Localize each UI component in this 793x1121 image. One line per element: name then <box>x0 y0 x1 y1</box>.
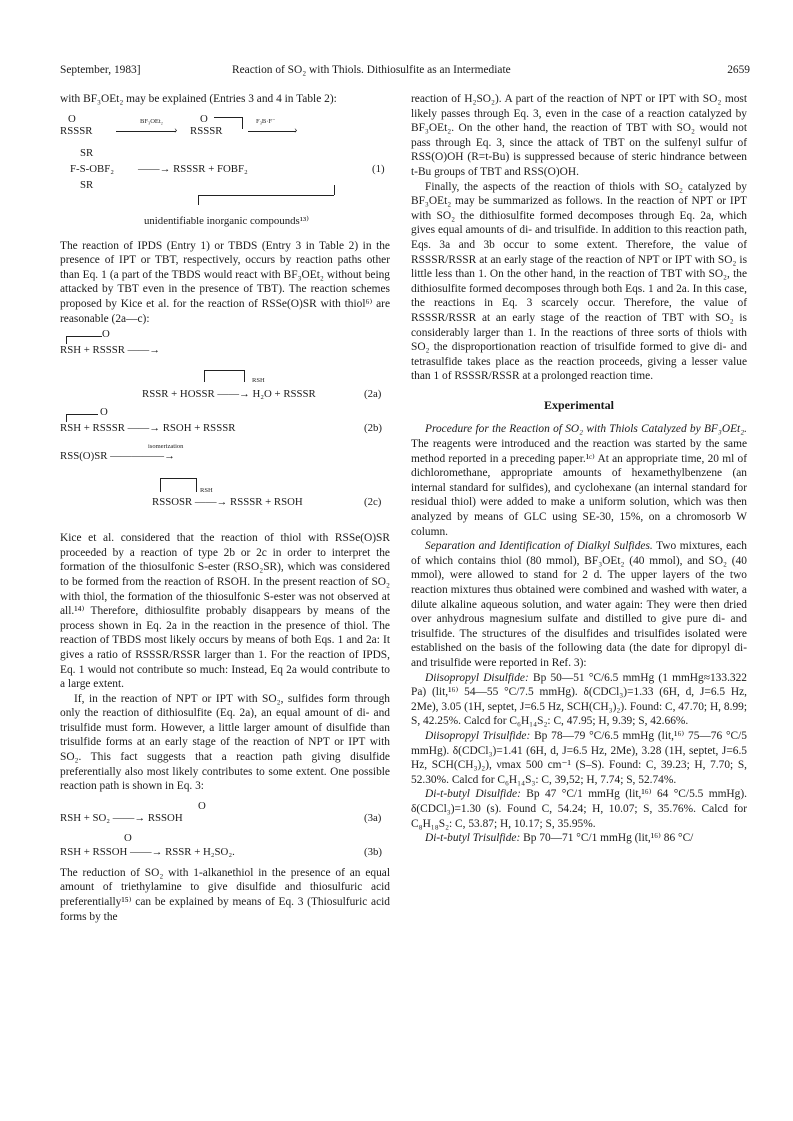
paragraph-body: Bp 50—51 °C/6.5 mmHg (1 mmHg≈133.322 Pa) (lit,¹⁶⁾ 54—55 °C/7.5 mmHg). δ(CDCl₃)=1.33 (6H, d, J=6.5 Hz, 2Me), 3.05 (1H, septet, J=6.5 Hz, SCH(CH₃)₂). Found: C, 47.70; H, 8.99; S, 42.25%. Calcd for C₆H₁₄S₂: C, 47.95; H, 9.39; S, 42.66%. <box>411 671 747 728</box>
header-title: Reaction of SO₂ with Thiols. Dithiosulfite as an Intermediate <box>232 64 511 76</box>
paragraph <box>411 831 747 846</box>
chem-text: O <box>200 112 208 125</box>
reaction-arrow <box>248 131 296 132</box>
page-header <box>60 64 750 80</box>
paragraph-body: The reagents were introduced and the reaction was started by the same method reported in a preceding paper.¹ᶜ⁾ At an appropriate time, 20 ml of dichloromethane, appropriate amounts of hexamethylbenzene (an internal standard for sulfides), and cyclohexane (an internal standard for residual thiol) were added to make a uniform solution, which was then analyzed by means of GLC using SE-30, 15%, on a chromosorb W column. <box>411 438 747 538</box>
compound-name: Diisopropyl Trisulfide: <box>425 729 531 742</box>
paragraph-body: Bp 78—79 °C/6.5 mmHg (lit,¹⁶⁾ 75—76 °C/5 mmHg). δ(CDCl₃)=1.41 (6H, d, J=6.5 Hz, 2Me), 3.28 (1H, septet, J=6.5 Hz, SCH(CH₃)₂), νmax 500 cm⁻¹ (S–S). Found: C, 39.23; H, 7.70; S, 52.30%. Calcd for C₆H₁₄S₃: C, 39,52; H, 7.74; S, 52.74%. <box>411 729 747 786</box>
arrow-line <box>244 370 245 382</box>
chem-text: BF₃OEt₂ <box>140 117 163 125</box>
arrow-line <box>66 336 102 337</box>
paragraph-body: Two mixtures, each of which contains thiol (80 mmol), BF₃OEt₂ (40 mmol), and SO₂ (40 mmol), were allowed to stand for 2 d. The upper layers of the two reaction mixtures thus obtained were combined and washed with water, a dilute alkaline aqueous solution, and water again: They were then dried over anhydrous magnesium sulfate and distilled to give pure di- and trisulfide. The structures of the disulfides and trisulfides isolated were established on the basis of the following data (the date for dipropyl di- and trisulfide were reported in Ref. 3): <box>411 540 747 669</box>
right-column <box>411 92 747 846</box>
chem-text: O <box>198 799 206 812</box>
paragraph-body: Bp 47 °C/1 mmHg (lit,¹⁶⁾ 64 °C/5.5 mmHg). δ(CDCl₃)=1.30 (s). Found C, 54.24; H, 10.07; S, 35.76%. Calcd for C₈H₁₈S₂: C, 53.87; H, 10.17; S, 35.95%. <box>411 788 747 830</box>
chem-text: RSH <box>200 487 213 495</box>
chem-text: O <box>100 406 108 419</box>
page-number: 2659 <box>727 64 750 76</box>
equation-number: (1) <box>372 162 385 175</box>
chem-text: RSSSR <box>60 124 93 137</box>
chem-text: ——→ RSSSR + FOBF₂ <box>138 162 248 175</box>
equation-number: (2b) <box>364 422 382 435</box>
paragraph: The reaction of IPDS (Entry 1) or TBDS (Entry 3 in Table 2) in the presence of IPT or TBT, respectively, occurs by reaction paths other than Eq. 1 (a part of the TBDS would react with BF₃OEt₂ without being attacked by TBT even in the presence of TBT). The reaction schemes proposed by Kice et al. for the reaction of RSSe(O)SR with thiol⁶⁾ are reasonable (2a—c): <box>60 239 390 325</box>
compound-name: Di-t-butyl Trisulfide: <box>425 832 521 845</box>
chem-text: RSH <box>252 377 265 385</box>
chem-text: RSH + SO₂ ——→ RSSOH <box>60 811 183 824</box>
chem-text: RSH + RSSSR ——→ RSOH + RSSSR <box>60 422 236 435</box>
arrow-line <box>204 370 244 371</box>
arrow-line <box>66 414 67 422</box>
chem-text: RSH + RSSSR ——→ <box>60 344 160 357</box>
arrow-line <box>334 185 335 195</box>
reaction-arrow <box>116 131 176 132</box>
chem-text: RSSSR <box>190 124 223 137</box>
chem-text: SR <box>80 178 94 191</box>
paragraph <box>411 787 747 831</box>
subsection-title: Separation and Identification of Dialkyl Sulfides. <box>425 540 653 553</box>
chem-text: F-S-OBF₂ <box>70 162 114 175</box>
chem-text: RSS(O)SR —————→ <box>60 450 175 463</box>
paragraph <box>411 539 747 670</box>
section-heading: Experimental <box>544 397 614 412</box>
paragraph <box>411 422 747 539</box>
equation-number: (3b) <box>364 845 382 858</box>
paragraph: Kice et al. considered that the reaction of thiol with RSSe(O)SR proceeded by a reaction of type 2b or 2c in order to interpret the formation of the thiosulfonic S-ester (RSO₂SR), which was considered to be formed from the reaction of RSOH. In the present reaction of SO₂ with thiol, the formation of the thiosulfonic S-ester was not observed at all.¹⁴⁾ Therefore, dithiosulfite probably disappears by means of the process shown in Eq. 2a in the reaction in the presence of thiol. The reaction of TBDS most likely occurs by means of both Eqs. 1 and 2a: It gives a ratio of RSSSR/RSSR larger than 1. For the reaction of IPDS, Eq. 1 would not contribute so much: Instead, Eq 2a would contribute to a large extent. <box>60 532 390 691</box>
paragraph <box>411 671 747 729</box>
left-column <box>60 92 390 924</box>
chem-text: O <box>102 328 110 341</box>
chem-text: RSSOSR ——→ RSSSR + RSOH <box>152 496 303 509</box>
equation-number: (2c) <box>364 496 382 509</box>
paragraph: with BF₃OEt₂ may be explained (Entries 3 and 4 in Table 2): <box>60 93 337 105</box>
equation-number: (2a) <box>364 388 382 401</box>
arrow-line <box>198 195 334 196</box>
chem-text: isomerization <box>148 443 184 451</box>
scheme-2 <box>60 326 390 531</box>
equation-number: (3a) <box>364 811 382 824</box>
chem-text: F₃B·F⁻ <box>256 117 276 125</box>
arrow-line <box>160 478 196 479</box>
arrow-line <box>204 370 205 382</box>
scheme-1: O RSSSR BF₃OEt₂ › O RSSSR F₃B·F⁻ › SR F-S-OBF₂ ——→ RSSSR + FOBF₂ (1) SR unidentifiable inorganic compounds¹³⁾ <box>60 112 385 227</box>
arrow-line <box>66 414 98 415</box>
arrow-line <box>196 478 197 492</box>
paragraph: If, in the reaction of NPT or IPT with SO₂, sulfides form through only the reaction of dithiosulfite (Eq. 2a), an equal amount of di- and trisulfide must form. However, a little larger amount of disulfide than trisulfide forms at an early stage of the reaction of NPT or IPT with SO₂. This fact suggests that a reaction path giving disulfide preferentially also most likely contributes to some extent. One possible reaction path is shown in Eq. 3: <box>60 692 390 793</box>
arrow-line <box>214 117 242 118</box>
arrow-line <box>160 478 161 492</box>
chem-text: SR <box>80 146 94 159</box>
paragraph <box>411 729 747 787</box>
compound-name: Diisopropyl Disulfide: <box>425 671 529 684</box>
compound-name: Di-t-butyl Disulfide: <box>425 788 521 801</box>
arrow-line <box>66 336 67 344</box>
paragraph: The reduction of SO₂ with 1-alkanethiol in the presence of an equal amount of triethylamine to give disulfide and thiosulfuric acid preferentially¹⁵⁾ can be explained by means of Eq. 3 (Thiosulfuric acid forms by the <box>60 866 390 923</box>
chem-text: RSH + RSSOH ——→ RSSR + H₂SO₂. <box>60 845 235 858</box>
arrow-line <box>242 117 243 129</box>
chem-text: RSSR + HOSSR ——→ H₂O + RSSSR <box>142 388 316 401</box>
paragraph-body: Bp 70—71 °C/1 mmHg (lit,¹⁶⁾ 86 °C/ <box>523 832 694 845</box>
paragraph: Finally, the aspects of the reaction of thiols with SO₂ catalyzed by BF₃OEt₂ may be summarized as follows. In the reaction of NPT or IPT with SO₂ the dithiosulfite formed decomposes through Eq. 2a, which gives equal amounts of di- and trisulfide. In addition to this reaction path, Eqs. 3a and 3b occur to some extent. Therefore, the value of RSSSR/RSSR at an early stage of the reaction of NPT or IPT with SO₂ is little less than 1. On the other hand, in the reaction of TBT with SO₂, the dithiosulfite formed decomposes through both Eqs. 1 and 2a. In this case, the reactions in Eq. 3 scarcely occur. Therefore, the value of RSSSR/RSSR at an early stage of the reaction of TBT with SO₂ is considerably larger than 1. In the reactions of three sorts of thiols with SO₂ the disproportionation reaction of trisulfide formed to give di- and tetrasulfide takes place as the reaction proceeds, giving a lesser value than 1 of RSSSR/RSSR at a prolonged reaction time. <box>411 180 747 383</box>
chem-text: unidentifiable inorganic compounds¹³⁾ <box>144 214 309 227</box>
chem-text: O <box>68 112 76 125</box>
subsection-title: Procedure for the Reaction of SO₂ with Thiols Catalyzed by BF₃OEt₂. <box>425 423 747 436</box>
scheme-3 <box>60 800 390 866</box>
paragraph: reaction of H₂SO₂). A part of the reaction of NPT or IPT with SO₂ most likely passes through Eq. 3, even in the case of a reaction catalyzed by BF₃OEt₂. On the other hand, the reaction of TBT with SO₂ would not pass through Eq. 3, since the attack of TBT on the sulfenyl sulfur of RSS(O)OH (R=t-Bu) is suppressed because of steric hindrance between t-Bu groups of TBT and RSS(O)OH. <box>411 93 747 178</box>
header-date: September, 1983] <box>60 64 141 76</box>
arrow-line <box>198 195 199 205</box>
chem-text: O <box>124 831 132 844</box>
